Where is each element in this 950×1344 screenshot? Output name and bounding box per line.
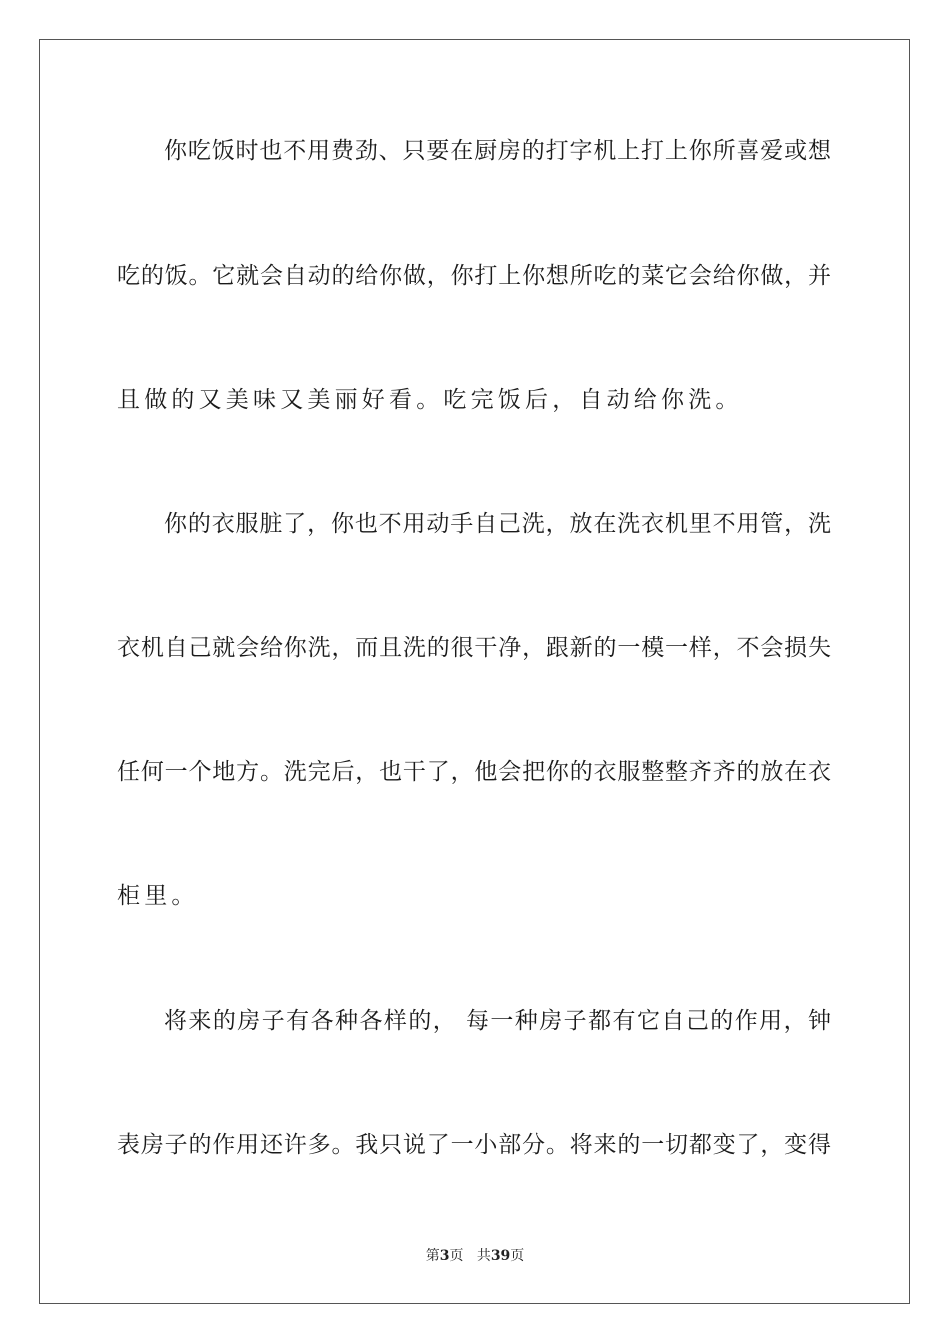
paragraph-2-line-1: 你的衣服脏了，你也不用动手自己洗，放在洗衣机里不用管，洗 <box>164 511 831 537</box>
paragraph-2-line-3: 任何一个地方。洗完后，也干了，他会把你的衣服整整齐齐的放在衣 <box>117 759 831 785</box>
footer-page-prefix: 第 <box>425 1248 440 1264</box>
footer-page-number: 3 <box>439 1248 450 1264</box>
page-border <box>39 39 910 1304</box>
footer-total-pages: 39 <box>490 1248 511 1264</box>
paragraph-3-line-2: 表房子的作用还许多。我只说了一小部分。将来的一切都变了，变得 <box>117 1132 831 1158</box>
footer-page-suffix: 页 <box>449 1248 464 1264</box>
paragraph-2-line-2: 衣机自己就会给你洗，而且洗的很干净，跟新的一模一样，不会损失 <box>117 635 831 661</box>
page-footer <box>0 1247 950 1265</box>
paragraph-1-line-1: 你吃饭时也不用费劲、只要在厨房的打字机上打上你所喜爱或想 <box>164 138 831 164</box>
footer-total-prefix: 共 <box>476 1248 491 1264</box>
paragraph-3-line-1: 将来的房子有各种各样的， 每一种房子都有它自己的作用，钟 <box>164 1008 831 1034</box>
paragraph-1-line-2: 吃的饭。它就会自动的给你做，你打上你想所吃的菜它会给你做，并 <box>117 263 831 289</box>
paragraph-2-line-4: 柜里。 <box>117 883 199 909</box>
paragraph-1-line-3: 且做的又美味又美丽好看。吃完饭后，自动给你洗。 <box>117 387 743 413</box>
footer-total-suffix: 页 <box>510 1248 525 1264</box>
